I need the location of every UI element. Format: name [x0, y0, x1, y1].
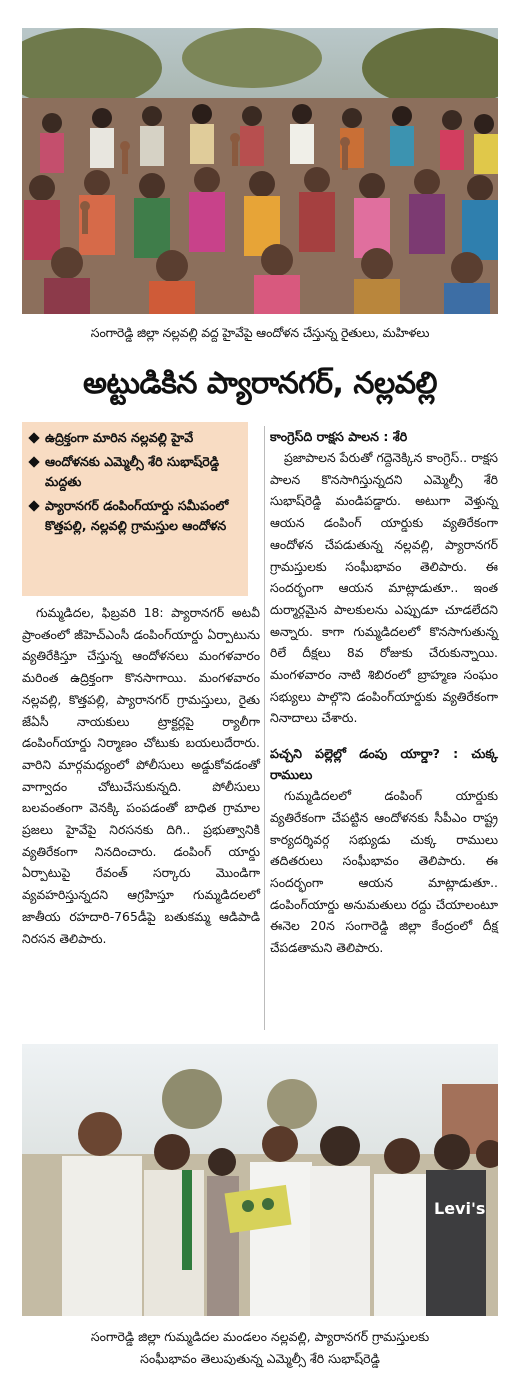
protest-photo: [22, 28, 498, 314]
highlights-box: [22, 422, 248, 596]
article-paragraph: ప్రజాపాలన పేరుతో గద్దెనెక్కిన కాంగ్రెస్.. రాక్షస పాలన కొనసాగిస్తున్నదని ఎమ్మెల్సీ శేరి సుభాష్‌రెడ్డి మండిపడ్డారు. అటుగా వెళ్తున్న ఆయన డంపింగ్ యార్డుకు వ్యతిరేకంగా ఆందోళన చేపడుతున్న నల్లవల్లి, ప్యారానగర్ గ్రామస్తులకు సంఘీభావం తెలిపారు. ఈ సందర్భంగా ఆయన మాట్లాడుతూ.. ఇంత దుర్మార్గమైన పాలకులను ఎప్పుడూ చూడలేదని అన్నారు. కాగా గుమ్మడిదలలో కొనసాగుతున్న రిలే దీక్షలు 8వ రోజుకు చేరుకున్నాయి. మంగళవారం నాటి శిబిరంలో బ్రాహ్మణ సంఘం సభ్యులు పాల్గొని డంపింగ్‌యార్డుకు వ్యతిరేకంగా నినాదాలు చేశారు.: [270, 450, 498, 726]
left-column: [22, 602, 260, 949]
article-paragraph: గుమ్మడిదల, ఫిబ్రవరి 18: ప్యారానగర్ అటవీ ప్రాంతంలో జీహెచ్‌ఎంసీ డంపింగ్‌యార్డు ఏర్పాటును వ్యతిరేకిస్తూ చేస్తున్న ఆందోళనలు మంగళవారం మరింత ఉద్రిక్తంగా కొనసాగాయి. మంగళవారం నల్లవల్లి, కొత్తపల్లి, ప్యారానగర్ గ్రామస్తులు, రైతు జేఏసీ నాయకులు ట్రాక్టర్లపై ర్యాలీగా డంపింగ్‌యార్డు నిర్మాణం చోటుకు బయలుదేరారు. వారిని మార్గమధ్యంలో పోలీసులు అడ్డుకోవడంతో వాగ్వాదం చోటుచేసుకున్నది. పోలీసులు బలవంతంగా వెనక్కి పంపడంతో బాధిత గ్రామాల ప్రజలు హైవేపై నిరసనకు దిగి.. ప్రభుత్వానికి వ్యతిరేకంగా నినదించారు. డంపింగ్ యార్డు ఏర్పాటుపై రేవంత్ సర్కారు మొండిగా వ్యవహరిస్తున్నదని ఆగ్రహిస్తూ గుమ్మడిదలలో జాతీయ రహదారి-765డీపై బతుకమ్మ ఆడిపాడి నిరసన తెలిపారు.: [22, 605, 260, 946]
shirt-logo-text: Levi's: [434, 1199, 486, 1218]
highlight-text: ఉద్రిక్తంగా మారిన నల్లవల్లి హైవే: [45, 430, 194, 445]
diamond-bullet-icon: [28, 432, 39, 443]
solidarity-photo: [22, 1044, 498, 1316]
highlight-text: ప్యారానగర్ డంపింగ్‌యార్డు సమీపంలో కొత్తపల్లి, నల్లవల్లి గ్రామస్తుల ఆందోళన: [45, 498, 229, 533]
diamond-bullet-icon: [28, 500, 39, 511]
bottom-photo-caption: [22, 1320, 498, 1378]
headline: అట్టుడికిన ప్యారానగర్, నల్లవల్లి: [82, 366, 438, 401]
caption-line: సంగారెడ్డి జిల్లా గుమ్మడిదల మండలం నల్లవల్లి, ప్యారానగర్ గ్రామస్తులకు: [90, 1329, 430, 1344]
article-paragraph: గుమ్మడిదలలో డంపింగ్ యార్డుకు వ్యతిరేకంగా చేపట్టిన ఆందోళనకు సీపీఎం రాష్ట్ర కార్యదర్శివర్గ సభ్యుడు చుక్క రాములు తదితరులు సంఘీభావం తెలిపారు. ఈ సందర్భంగా ఆయన మాట్లాడుతూ.. డంపింగ్‌యార్డు అనుమతులు రద్దు చేయాలంటూ ఈనెల 20న సంగారెడ్డి జిల్లా కేంద్రంలో దీక్ష చేపడతామని తెలిపారు.: [270, 788, 498, 956]
column-divider: [264, 426, 265, 1030]
highlight-text: ఆందోళనకు ఎమ్మెల్సీ శేరి సుభాష్‌రెడ్డి మద్దతు: [45, 454, 220, 489]
diamond-bullet-icon: [28, 456, 39, 467]
highlight-item: [30, 428, 242, 448]
caption-line: సంఘీభావం తెలుపుతున్న ఎమ్మెల్సీ శేరి సుభాష్‌రెడ్డి: [140, 1351, 380, 1366]
right-column: [270, 426, 498, 959]
subheading: పచ్చని పల్లెల్లో డంపు యార్డా? : చుక్క రాములు: [270, 746, 498, 783]
top-photo-caption: సంగారెడ్డి జిల్లా నల్లవల్లి వద్ద హైవేపై ఆందోళన చేస్తున్న రైతులు, మహిళలు: [90, 325, 430, 340]
highlight-item: [30, 452, 242, 492]
subheading: కాంగ్రెస్‌ది రాక్షస పాలన : శేరి: [270, 429, 408, 444]
highlight-item: [30, 496, 242, 536]
